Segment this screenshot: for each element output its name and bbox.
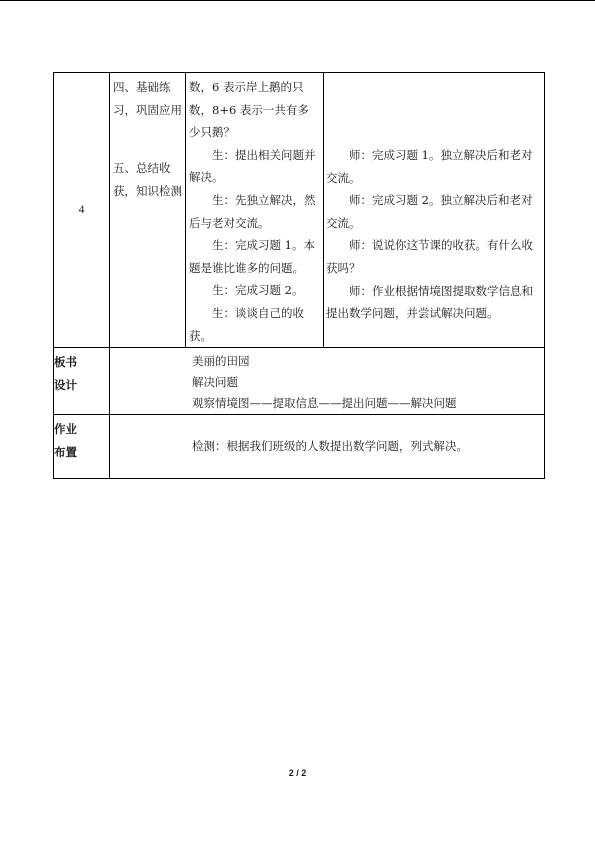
stage-cell <box>110 73 186 348</box>
teacher-text: 师：说说你这节课的收获。有什么收获吗？ <box>326 238 533 275</box>
board-line: 美丽的田园 <box>192 354 250 369</box>
board-line: 观察情境图——提取信息——提出问题——解决问题 <box>192 396 457 411</box>
homework-content <box>110 415 545 479</box>
stage-summary-line2: 获，知识检测 <box>113 183 182 198</box>
teacher-activity-cell <box>324 73 545 348</box>
teacher-text: 师：作业根据情境图提取数学信息和提出数学问题，并尝试解决问题。 <box>326 283 533 321</box>
table-row-4 <box>54 73 545 348</box>
board-line: 解决问题 <box>192 375 238 390</box>
teacher-text: 师：完成习题 2。独立解决后和老对交流。 <box>326 193 533 230</box>
stage-basic-practice-line1: 四、基础练 <box>113 80 171 94</box>
homework-text: 检测：根据我们班级的人数提出数学问题，列式解决。 <box>192 439 468 454</box>
student-text: 生：先独立解决，然后与老对交流。 <box>189 192 316 230</box>
student-text: 生：完成习题 1。本题是谁比谁多的问题。 <box>189 238 315 275</box>
row-number: 4 <box>54 73 110 348</box>
student-text: 生：提出相关问题并解决。 <box>189 147 316 185</box>
board-design-content <box>110 348 545 415</box>
board-design-label: 板书 设计 <box>54 348 110 415</box>
teacher-text: 师：完成习题 1。独立解决后和老对交流。 <box>326 148 533 185</box>
student-text: 生：完成习题 2。 <box>212 283 304 298</box>
stage-summary-line1: 五、总结收 <box>113 161 171 176</box>
top-rule <box>0 0 595 1</box>
homework-row <box>54 415 545 479</box>
teacher-spacer <box>326 76 541 144</box>
student-text: 数，6 表示岸上鹅的只数，8+6 表示一共有多少只鹅？ <box>189 80 309 140</box>
board-design-row <box>54 348 545 415</box>
stage-basic-practice-line2: 习，巩固应用 <box>113 102 182 117</box>
lesson-plan-table <box>53 72 545 479</box>
stage-spacer <box>113 121 182 157</box>
student-activity-cell <box>186 73 324 348</box>
page-number: 2 / 2 <box>288 768 307 778</box>
student-text: 生：谈谈自己的收获。 <box>189 305 304 343</box>
homework-label: 作业 布置 <box>54 415 110 479</box>
